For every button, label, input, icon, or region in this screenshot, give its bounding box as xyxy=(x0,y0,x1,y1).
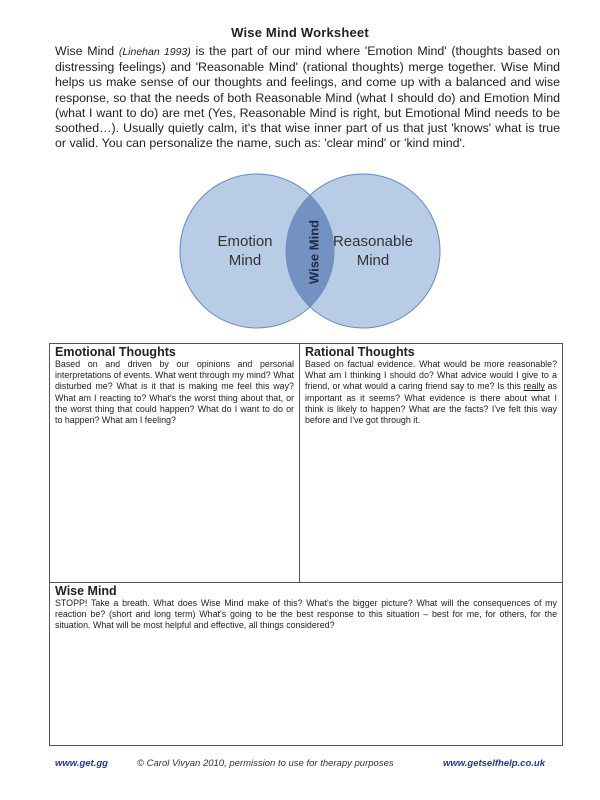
reasonable-mind-label-2: Mind xyxy=(356,252,390,269)
rational-thoughts-box[interactable] xyxy=(299,343,563,583)
intro-citation: (Linehan 1993) xyxy=(118,46,191,58)
rational-thoughts-heading: Rational Thoughts xyxy=(305,345,415,359)
emotional-thoughts-heading: Emotional Thoughts xyxy=(55,345,176,359)
wise-mind-box[interactable] xyxy=(49,582,563,746)
footer-copyright: © Carol Vivyan 2010, permission to use for therapy purposes xyxy=(137,758,394,769)
wise-mind-heading: Wise Mind xyxy=(55,584,117,598)
venn-diagram xyxy=(175,170,445,335)
rational-thoughts-prompt xyxy=(300,359,562,426)
emotional-thoughts-box[interactable] xyxy=(49,343,300,583)
worksheet-title: Wise Mind Worksheet xyxy=(231,25,369,40)
reasonable-mind-label-1: Reasonable xyxy=(332,233,414,250)
rational-text-2: as important as it seems? What evidence is there about what I think is likely to happen? What are the facts? I've felt this way before and I've got through it. xyxy=(305,381,557,426)
footer xyxy=(55,758,545,772)
intro-lead: Wise Mind xyxy=(55,44,119,58)
emotion-mind-label-1: Emotion xyxy=(217,233,273,250)
emotional-thoughts-prompt: Based on and driven by our opinions and personal interpretations of events. What went through my mind? What disturbed me? What is it that is making me feel this way? What am I reacting to? What's the worst thing about that, or the worst thing that could happen? What do I want to do or to happen? What am I feeling? xyxy=(55,359,294,426)
footer-link-getselfhelp[interactable]: www.getselfhelp.co.uk xyxy=(442,758,545,769)
wise-mind-prompt: STOPP! Take a breath. What does Wise Mind make of this? What's the bigger picture? What will the consequences of my reaction be? (short and long term) What's going to be the best response to this situation – best for me, for others, for the situation. What will be most helpful and effective, all things considered? xyxy=(55,598,557,631)
rational-text-underlined: really xyxy=(523,381,545,392)
intro-paragraph xyxy=(55,44,560,151)
intro-body: is the part of our mind where 'Emotion Mind' (thoughts based on distressing feelings) and 'Reasonable Mind' (rational thoughts) merge together. Wise Mind helps us make sense of our thoughts and feelings, and come up with a balanced and wise response, so that the needs of both Reasonable Mind (what I should do) and Emotion Mind (what I want to do) are met (Yes, Reasonable Mind is right, but Emotional Mind needs to be soothed…). Usually quietly calm, it's that wise inner part of us that just 'knows' what is true or valid. You can personalize the name, such as: 'clear mind' or 'kind mind'. xyxy=(55,44,560,151)
rational-text-1: Based on factual evidence. What would be more reasonable? What am I thinking I should do? What advice would I give to a friend, or what would a caring friend say to me? Is this xyxy=(305,359,557,392)
emotion-mind-label-2: Mind xyxy=(228,252,262,269)
footer-link-getgg[interactable]: www.get.gg xyxy=(55,758,108,769)
wise-mind-label: Wise Mind xyxy=(306,219,322,285)
